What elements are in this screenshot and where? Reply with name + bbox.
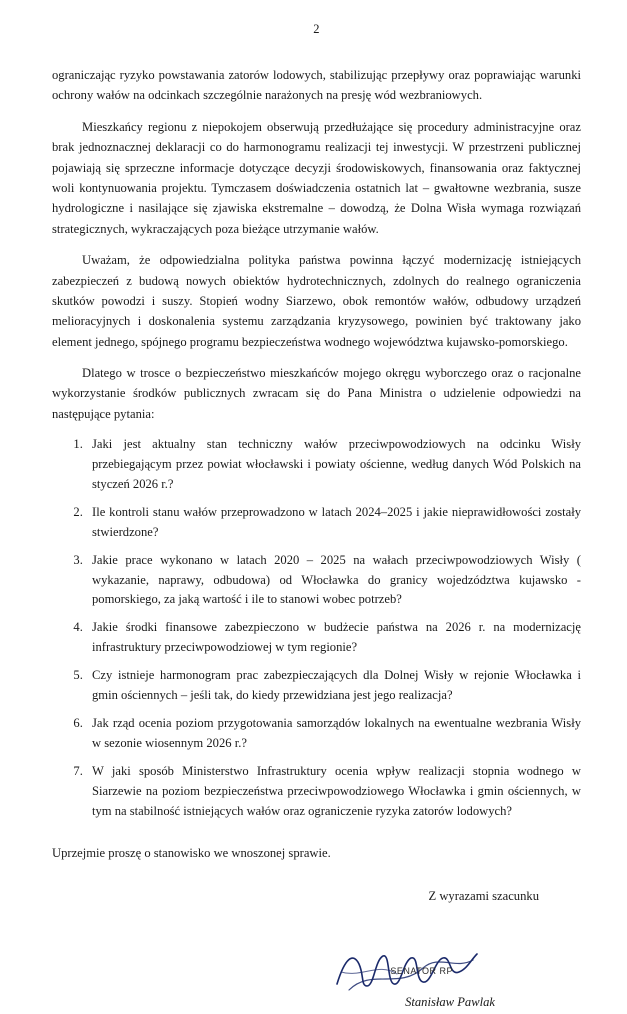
signature-block — [52, 886, 581, 1014]
question-list — [52, 435, 581, 821]
list-item: 2. Ile kontroli stanu wałów przeprowadzono w latach 2024–2025 i jakie nieprawidłowości zostały stwierdzone? — [86, 503, 581, 543]
paragraph-3: Uważam, że odpowiedzialna polityka państwa powinna łączyć modernizację istniejących zabezpieczeń z budową nowych obiektów hydrotechnicznych, zdolnych do realnego ograniczenia skutków powodzi i suszy. Stopień wodny Siarzewo, obok remontów wałów, odbudowy urządzeń melioracyjnych i doskonalenia systemu zarządzania kryzysowego, powinien być traktowany jako element jednego, spójnego programu bezpieczeństwa wodnego województwa kujawsko-pomorskiego. — [52, 253, 581, 349]
senator-stamp: SENATOR RP — [390, 966, 453, 977]
paragraph-1: ograniczając ryzyko powstawania zatorów lodowych, stabilizując przepływy oraz poprawiając warunki ochrony wałów na odcinkach szczególnie narażonych na presję wód wezbraniowych. — [52, 68, 581, 103]
list-item: 7. W jaki sposób Ministerstwo Infrastruktury ocenia wpływ realizacji stopnia wodnego w Siarzewie na poziom bezpieczeństwa przeciwpowodziowego Włocławka i gmin ościennych, w tym na stabilność istniejących wałów oraz ograniczenie ryzyka zatorów lodowych? — [86, 762, 581, 822]
paragraph-2: Mieszkańcy regionu z niepokojem obserwują przedłużające się procedury administracyjne oraz brak jednoznacznej deklaracji co do harmonogramu realizacji tej inwestycji. W przestrzeni publicznej pojawiają się sprzeczne informacje dotyczące decyzji środowiskowych, finansowania oraz faktycznej woli kontynuowania projektu. Tymczasem doświadczenia ostatnich lat – gwałtowne wezbrania, susze hydrologiczne i nasilające się zjawiska ekstremalne – dowodzą, że Dolna Wisła wymaga rozwiązań strategicznych, wykraczających poza bieżące utrzymanie wałów. — [52, 119, 581, 236]
page-number: 2 — [313, 22, 320, 36]
list-item: 6. Jak rząd ocenia poziom przygotowania samorządów lokalnych na ewentualne wezbrania Wisły w sezonie wiosennym 2026 r.? — [86, 714, 581, 754]
signature-area — [52, 936, 539, 1014]
paragraph-4: Dlatego w trosce o bezpieczeństwo mieszkańców mojego okręgu wyborczego oraz o racjonalne wykorzystanie środków publicznych zwracam się do Pana Ministra o udzielenie odpowiedzi na następujące pytania: — [52, 366, 581, 421]
closing-statement: Uprzejmie proszę o stanowisko we wnoszonej sprawie. — [52, 846, 331, 861]
list-item: 1. Jaki jest aktualny stan techniczny wałów przeciwpowodziowych na odcinku Wisły przebiegającym przez powiat włocławski i powiaty ościenne, według danych Wód Polskich na styczeń 2026 r.? — [86, 435, 581, 495]
signoff-text: Z wyrazami szacunku — [428, 888, 539, 903]
list-item: 3. Jakie prace wykonano w latach 2020 – 2025 na wałach przeciwpowodziowych Wisły ( wykazanie, naprawy, odbudowa) od Włocławka do granicy wojedzództwa kujawsko - pomorskiego, za jaką wartość i ile to stanowi wobec potrzeb? — [86, 551, 581, 611]
document-body — [52, 65, 581, 1014]
signature-name: Stanisław Pawlak — [405, 995, 495, 1010]
list-item: 5. Czy istnieje harmonogram prac zabezpieczających dla Dolnej Wisły w rejonie Włocławka i gmin ościennych – jeśli tak, do kiedy przewidziana jest jego realizacja? — [86, 666, 581, 706]
list-item: 4. Jakie środki finansowe zabezpieczono w budżecie państwa na 2026 r. na modernizację infrastruktury przeciwpowodziowej w tym regionie? — [86, 618, 581, 658]
